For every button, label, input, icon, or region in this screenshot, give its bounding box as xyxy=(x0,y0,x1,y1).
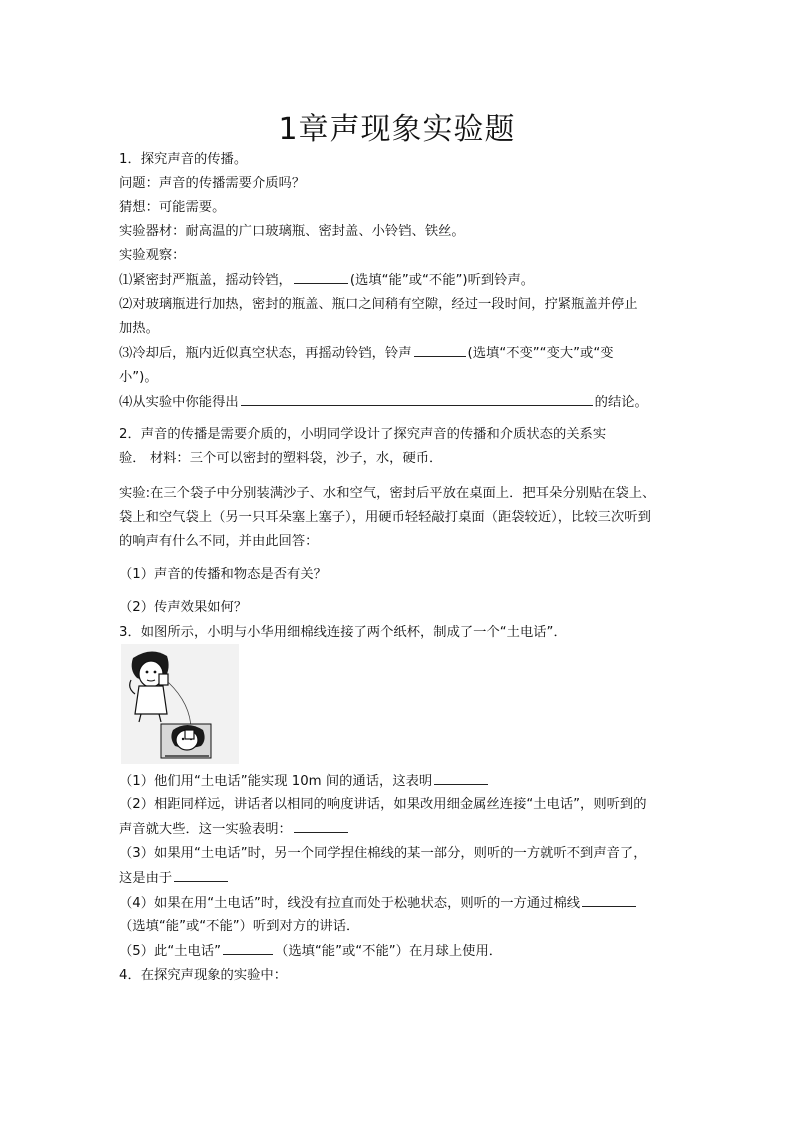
q1-step3-text-b: (选填“不变”“变大”或“变 xyxy=(467,346,614,361)
q2-line3: 实验:在三个袋子中分别装满沙子、水和空气，密封后平放在桌面上．把耳朵分别贴在袋上、 xyxy=(119,486,656,501)
q3-part3-line2 xyxy=(119,869,230,888)
q3-part5-text-b: （选填“能”或“不能”）在月球上使用． xyxy=(275,944,503,959)
q3-part1-text: （1）他们用“土电话”能实现 10m 间的通话，这表明 xyxy=(119,774,433,789)
q1-step1 xyxy=(119,271,534,290)
q1-step3-text-a: ⑶冷却后，瓶内近似真空状态，再摇动铃铛，铃声 xyxy=(119,346,412,361)
q3-part4-text: （4）如果在用“土电话”时，线没有拉直而处于松驰状态，则听的一方通过棉线 xyxy=(119,896,581,911)
q1-step1-text-b: (选填“能”或“不能”)听到铃声。 xyxy=(349,273,535,288)
q1-step4 xyxy=(119,393,648,412)
q3-part2-text: 声音就大些．这一实验表明： xyxy=(119,822,292,837)
q4-heading: 4．在探究声现象的实验中： xyxy=(119,968,288,983)
q2-sub1: （1）声音的传播和物态是否有关？ xyxy=(119,567,327,582)
q1-step1-blank[interactable] xyxy=(294,271,348,284)
q2-sub2: （2）传声效果如何？ xyxy=(119,600,248,615)
q1-question: 问题：声音的传播需要介质吗？ xyxy=(119,176,306,191)
q1-step4-blank[interactable] xyxy=(241,393,593,406)
q1-step3-line2: 小”)。 xyxy=(119,370,158,385)
q2-line4: 袋上和空气袋上（另一只耳朵塞上塞子），用硬币轻轻敲打桌面（距袋较近），比较三次听到 xyxy=(119,510,651,525)
q1-step3-blank[interactable] xyxy=(414,344,466,357)
q3-heading: 3．如图所示，小明与小华用细棉线连接了两个纸杯，制成了一个“土电话”． xyxy=(119,625,567,640)
q3-part1 xyxy=(119,772,490,791)
q3-part2-blank[interactable] xyxy=(294,820,348,833)
child-bottom-figure xyxy=(161,724,211,758)
q1-step3 xyxy=(119,344,614,363)
q3-part3-text: 这是由于 xyxy=(119,871,173,886)
q1-step4-text-b: 的结论。 xyxy=(594,395,648,410)
q1-heading: 1．探究声音的传播。 xyxy=(119,152,248,167)
q3-part5 xyxy=(119,942,502,961)
q3-part4-line2: （选填“能”或“不能”）听到对方的讲话． xyxy=(119,919,360,934)
q3-part5-text-a: （5）此“土电话” xyxy=(119,944,222,959)
q3-part1-blank[interactable] xyxy=(434,772,488,785)
q3-part2-line2 xyxy=(119,820,350,839)
q1-step4-text-a: ⑷从实验中你能得出 xyxy=(119,395,239,410)
page-title: 1章声现象实验题 xyxy=(278,112,516,147)
q2-line5: 的响声有什么不同，并由此回答： xyxy=(119,534,319,549)
q1-guess: 猜想：可能需要。 xyxy=(119,200,226,215)
q3-part5-blank[interactable] xyxy=(223,942,273,955)
q2-line2: 验． 材料：三个可以密封的塑料袋，沙子，水，硬币． xyxy=(119,451,443,466)
q2-line1: 2．声音的传播是需要介质的，小明同学设计了探究声音的传播和介质状态的关系实 xyxy=(119,427,607,442)
q1-step2-line2: 加热。 xyxy=(119,321,159,336)
q1-step1-text-a: ⑴紧密封严瓶盖，摇动铃铛， xyxy=(119,273,292,288)
q3-part2-line1: （2）相距同样远，讲话者以相同的响度讲话，如果改用细金属丝连接“土电话”，则听到的 xyxy=(119,797,647,812)
q1-equipment: 实验器材：耐高温的广口玻璃瓶、密封盖、小铃铛、铁丝。 xyxy=(119,224,465,239)
q3-part4-blank[interactable] xyxy=(582,894,636,907)
q3-part3-line1: （3）如果用“土电话”时，另一个同学捏住棉线的某一部分，则听的一方就听不到声音了， xyxy=(119,846,647,861)
q1-step2-line1: ⑵对玻璃瓶进行加热，密封的瓶盖、瓶口之间稍有空隙，经过一段时间，拧紧瓶盖并停止 xyxy=(119,297,638,312)
tin-can-phone-illustration xyxy=(121,644,239,764)
q3-part3-blank[interactable] xyxy=(174,869,228,882)
q1-observe: 实验观察： xyxy=(119,248,186,263)
q3-part4-line1 xyxy=(119,894,638,913)
